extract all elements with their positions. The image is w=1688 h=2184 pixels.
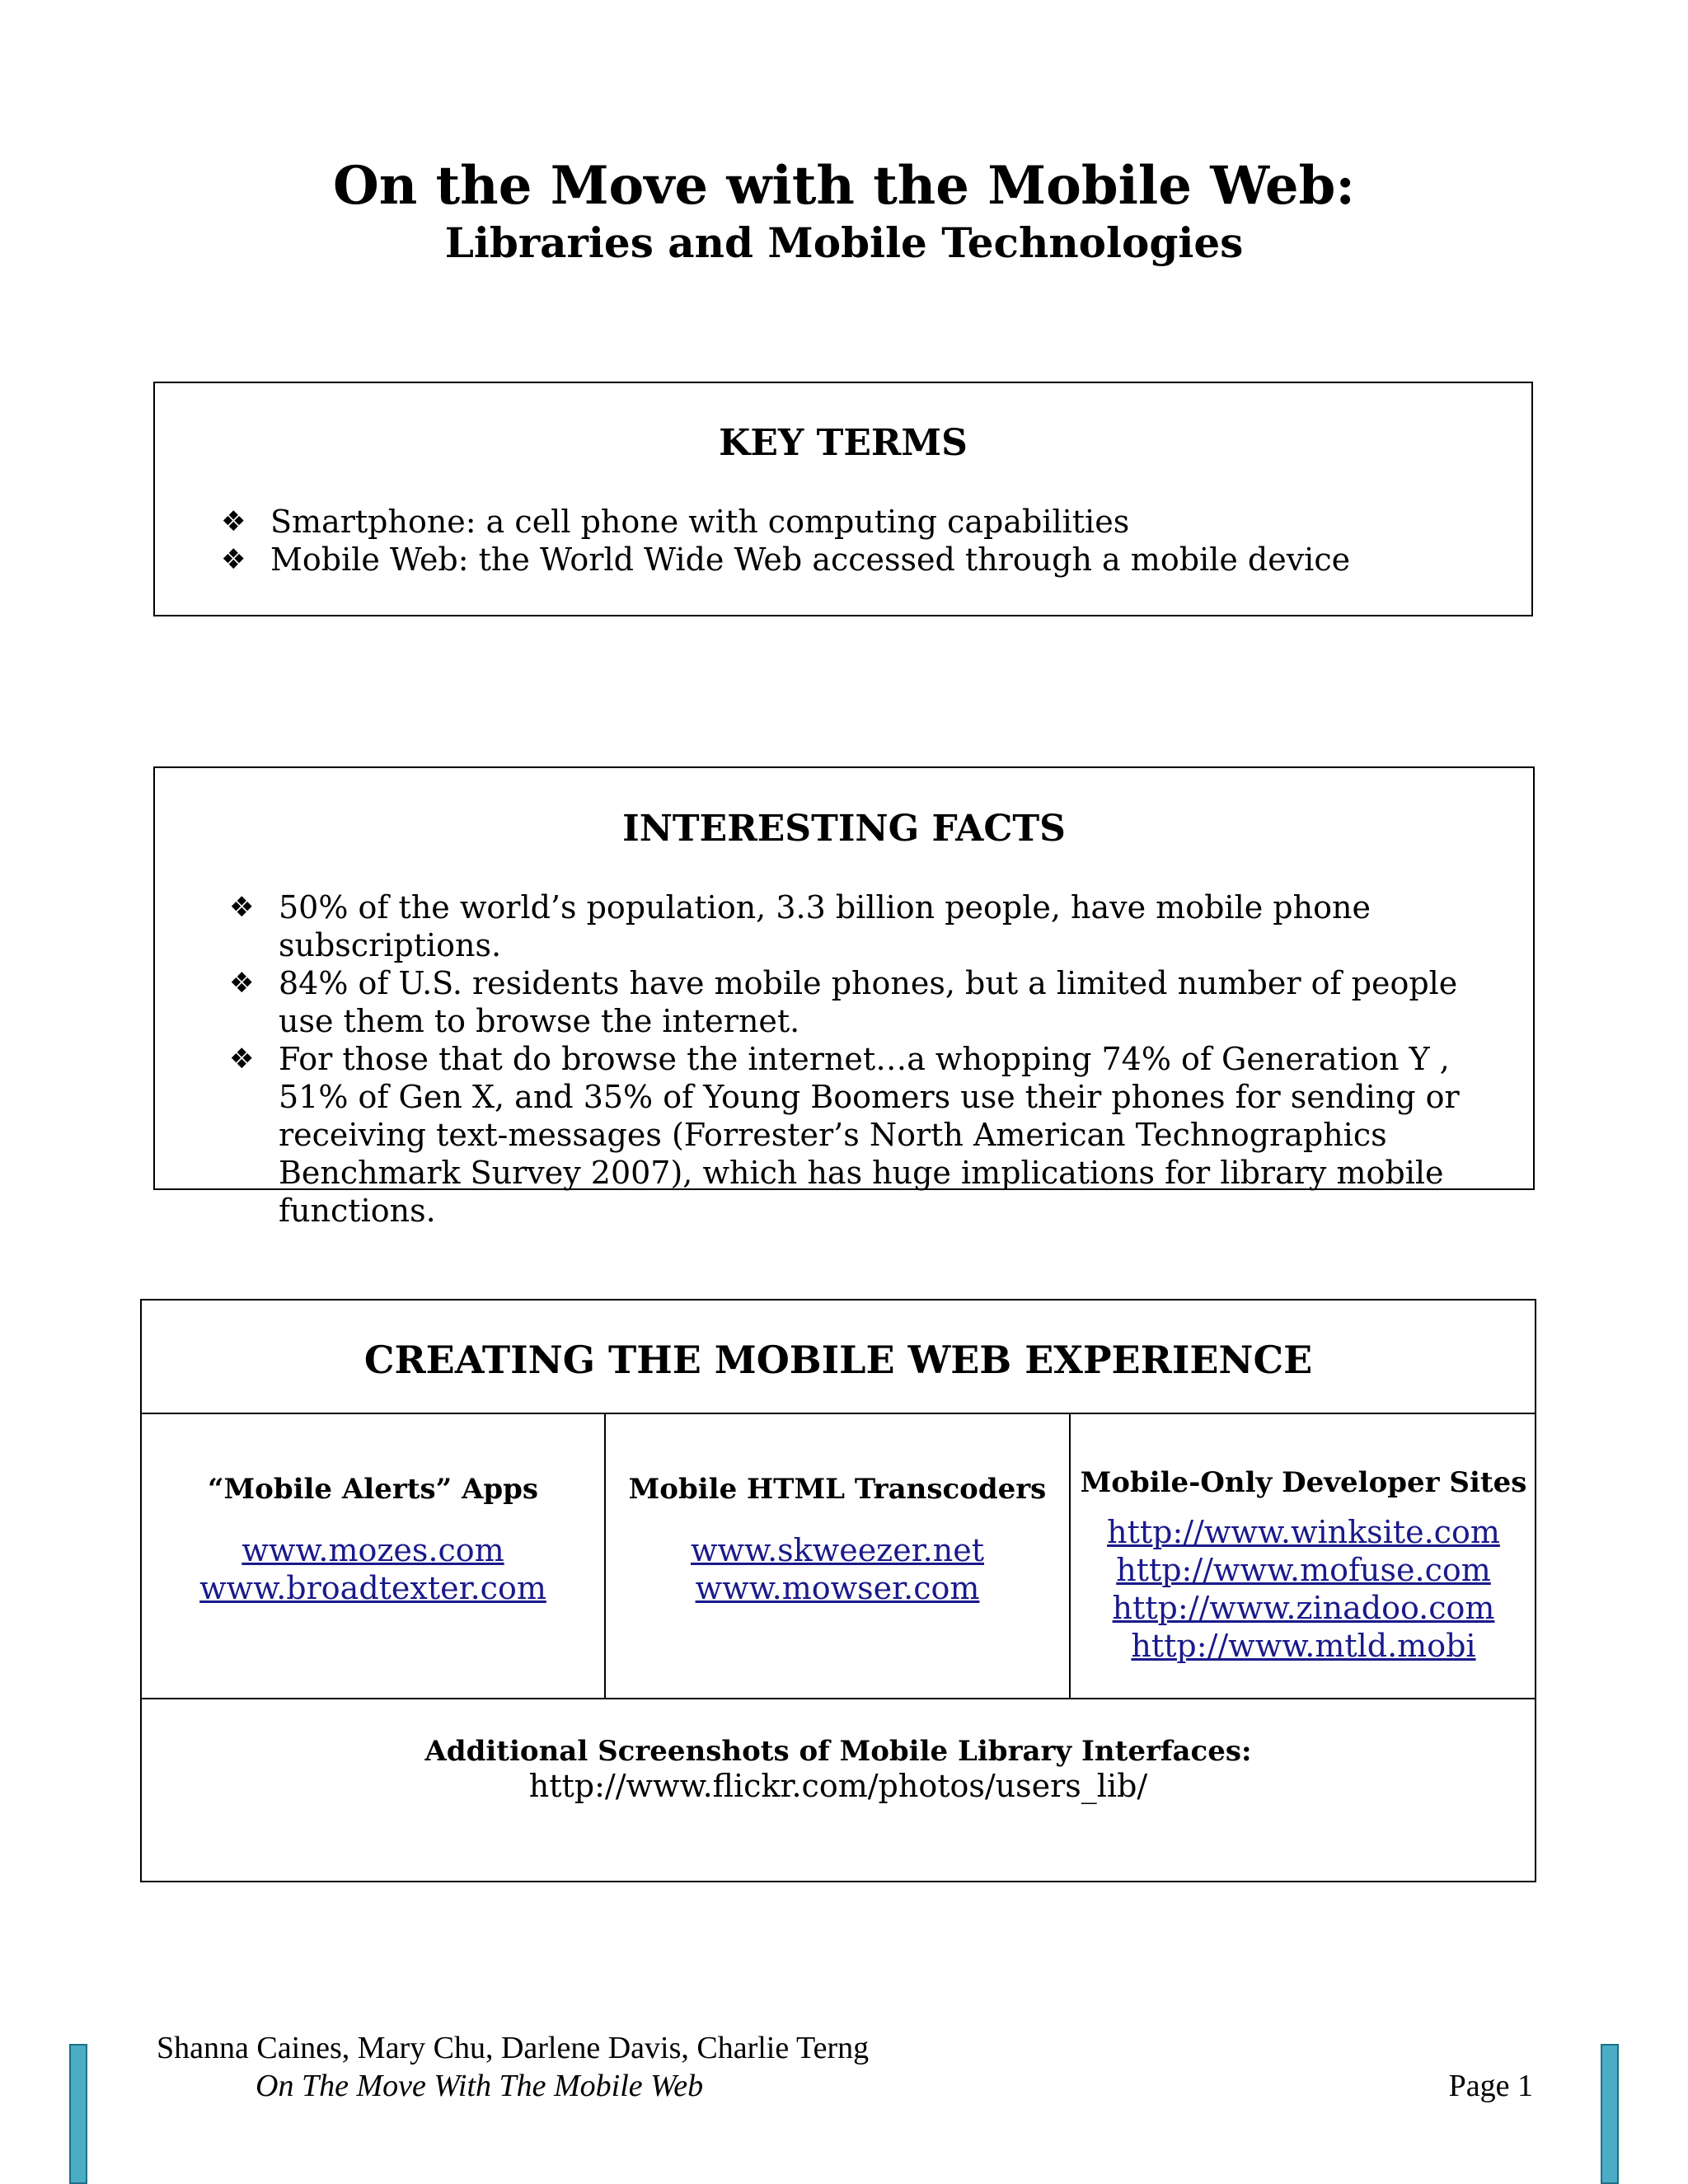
- key-term-text: Smartphone: a cell phone with computing capabilities: [270, 504, 1130, 540]
- footer-document-title: On The Move With The Mobile Web: [256, 2069, 704, 2103]
- list-item: [229, 964, 1515, 1040]
- additional-screenshots-url: http://www.flickr.com/photos/users_lib/: [528, 1768, 1148, 1804]
- mofuse-link[interactable]: http://www.mofuse.com: [1116, 1552, 1491, 1588]
- key-terms-box: [153, 382, 1533, 616]
- additional-screenshots-heading: Additional Screenshots of Mobile Library Interfaces:: [424, 1735, 1252, 1768]
- column-heading: Mobile HTML Transcoders: [628, 1473, 1047, 1506]
- table-divider: [140, 1698, 1536, 1699]
- developer-sites-cell: [1071, 1464, 1536, 1665]
- document-title: On the Move with the Mobile Web:: [333, 155, 1355, 217]
- diamond-bullet-icon: ❖: [229, 1043, 255, 1076]
- diamond-bullet-icon: ❖: [229, 967, 255, 1000]
- fact-text: For those that do browse the internet…a whopping 74% of Generation Y , 51% of Gen X, and 35% of Young Boomers use their phones for sending or receiving text-messages (Forrester’s North American Technographics Benchmark Survey 2007), which has huge implications for library mobile functions.: [279, 1041, 1460, 1229]
- html-transcoders-cell: [606, 1470, 1069, 1607]
- diamond-bullet-icon: ❖: [229, 891, 255, 924]
- broadtexter-link[interactable]: www.broadtexter.com: [199, 1570, 546, 1606]
- fact-text: 84% of U.S. residents have mobile phones, but a limited number of people use them to browse the internet.: [279, 965, 1458, 1039]
- interesting-facts-list: [229, 888, 1515, 1230]
- footer-page-number: Page 1: [1448, 2069, 1533, 2103]
- fact-text: 50% of the world’s population, 3.3 billion people, have mobile phone subscriptions.: [279, 889, 1371, 963]
- mobile-web-heading: CREATING THE MOBILE WEB EXPERIENCE: [363, 1338, 1313, 1382]
- skweezer-link[interactable]: www.skweezer.net: [691, 1532, 984, 1568]
- list-item: [221, 503, 1507, 541]
- key-terms-list: [221, 503, 1507, 579]
- document-subtitle: Libraries and Mobile Technologies: [444, 218, 1244, 267]
- diamond-bullet-icon: ❖: [221, 543, 246, 576]
- interesting-facts-heading: INTERESTING FACTS: [622, 808, 1066, 850]
- zinadoo-link[interactable]: http://www.zinadoo.com: [1112, 1590, 1495, 1626]
- key-terms-heading: KEY TERMS: [719, 422, 968, 464]
- right-accent-bar: [1601, 2044, 1619, 2184]
- mowser-link[interactable]: www.mowser.com: [695, 1570, 980, 1606]
- column-heading: “Mobile Alerts” Apps: [207, 1473, 539, 1506]
- list-item: [229, 888, 1515, 964]
- key-term-text: Mobile Web: the World Wide Web accessed through a mobile device: [270, 541, 1351, 578]
- left-accent-bar: [69, 2044, 87, 2184]
- column-heading: Mobile-Only Developer Sites: [1080, 1466, 1527, 1499]
- mobile-alerts-cell: [142, 1470, 604, 1607]
- table-divider: [140, 1413, 1536, 1414]
- footer-authors: Shanna Caines, Mary Chu, Darlene Davis, Charlie Terng: [157, 2031, 870, 2065]
- winksite-link[interactable]: http://www.winksite.com: [1107, 1514, 1500, 1550]
- list-item: [229, 1040, 1515, 1230]
- list-item: [221, 541, 1507, 579]
- diamond-bullet-icon: ❖: [221, 505, 246, 538]
- mtld-link[interactable]: http://www.mtld.mobi: [1131, 1628, 1476, 1664]
- mozes-link[interactable]: www.mozes.com: [241, 1532, 504, 1568]
